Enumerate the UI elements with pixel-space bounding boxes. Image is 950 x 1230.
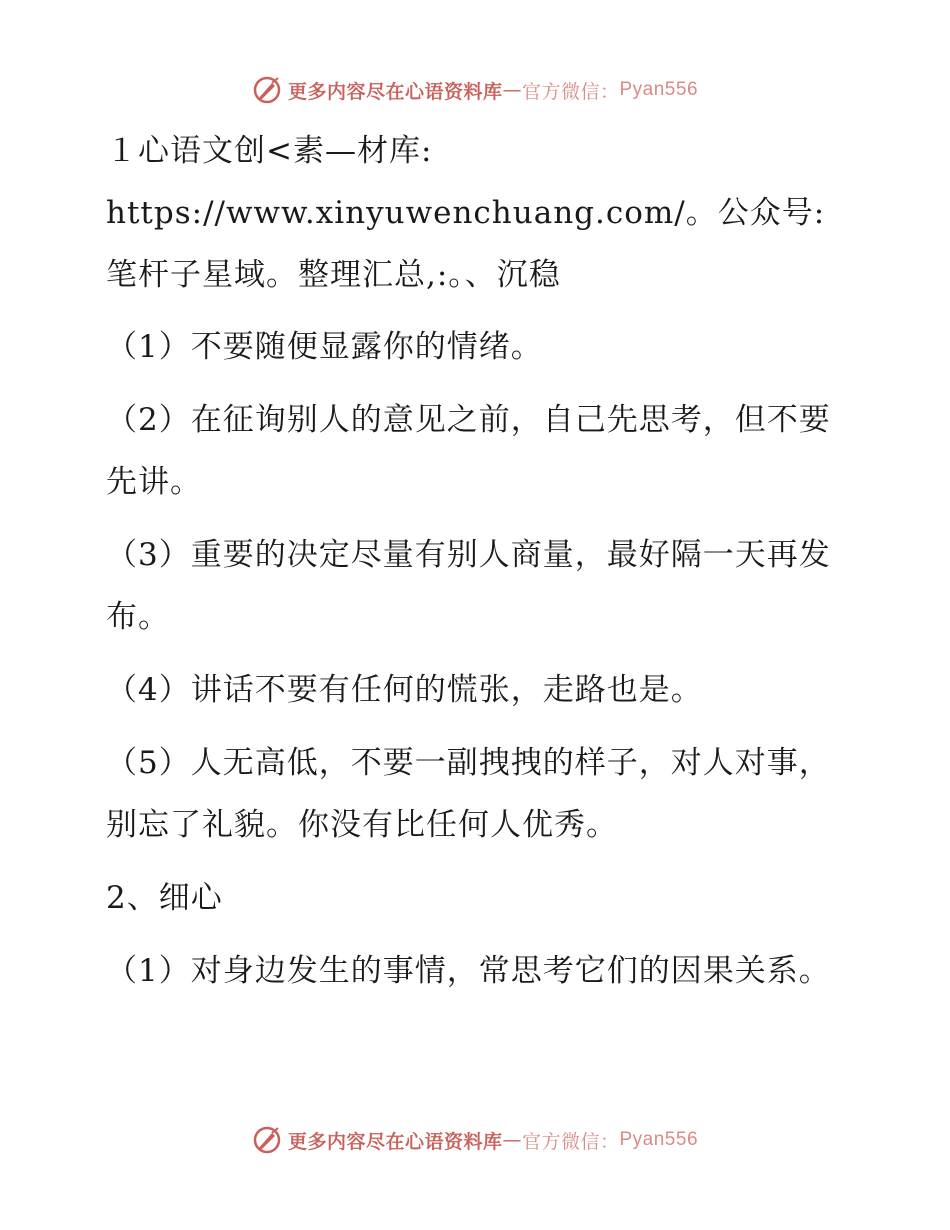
item-3: （3）重要的决定尽量有别人商量，最好隔一天再发布。: [106, 537, 831, 635]
document-body: [98, 120, 858, 1013]
section2-item-1: （1）对身边发生的事情，常思考它们的因果关系。: [106, 953, 831, 989]
footer-watermark: [0, 1120, 950, 1160]
intro-paragraph: １心语文创<素—材库: https://www.xinyuwenchuang.com/。公众号: 笔杆子星域。整理汇总,:。、沉稳: [106, 133, 826, 293]
section-heading: 2、细心: [106, 880, 223, 916]
watermark-wechat-label: 官方微信：: [521, 80, 620, 103]
header-watermark: [0, 70, 950, 110]
watermark-dash: —: [502, 79, 522, 101]
quill-logo-icon: [252, 1125, 282, 1155]
item-2: （2）在征询别人的意见之前，自己先思考，但不要先讲。: [106, 402, 831, 500]
watermark-dash: —: [502, 1129, 522, 1151]
watermark-brand: 更多内容尽在心语资料库: [287, 1130, 503, 1153]
item-5: （5）人无高低，不要一副拽拽的样子，对人对事，别忘了礼貌。你没有比任何人优秀。: [106, 745, 831, 843]
quill-logo-icon: [252, 75, 282, 105]
item-1: （1）不要随便显露你的情绪。: [106, 329, 543, 365]
watermark-wechat-label: 官方微信：: [521, 1130, 620, 1153]
item-4: （4）讲话不要有任何的慌张，走路也是。: [106, 672, 703, 708]
watermark-wechat-id: Pyan556: [619, 1129, 699, 1150]
watermark-wechat-id: Pyan556: [619, 79, 699, 100]
watermark-brand: 更多内容尽在心语资料库: [287, 80, 503, 103]
